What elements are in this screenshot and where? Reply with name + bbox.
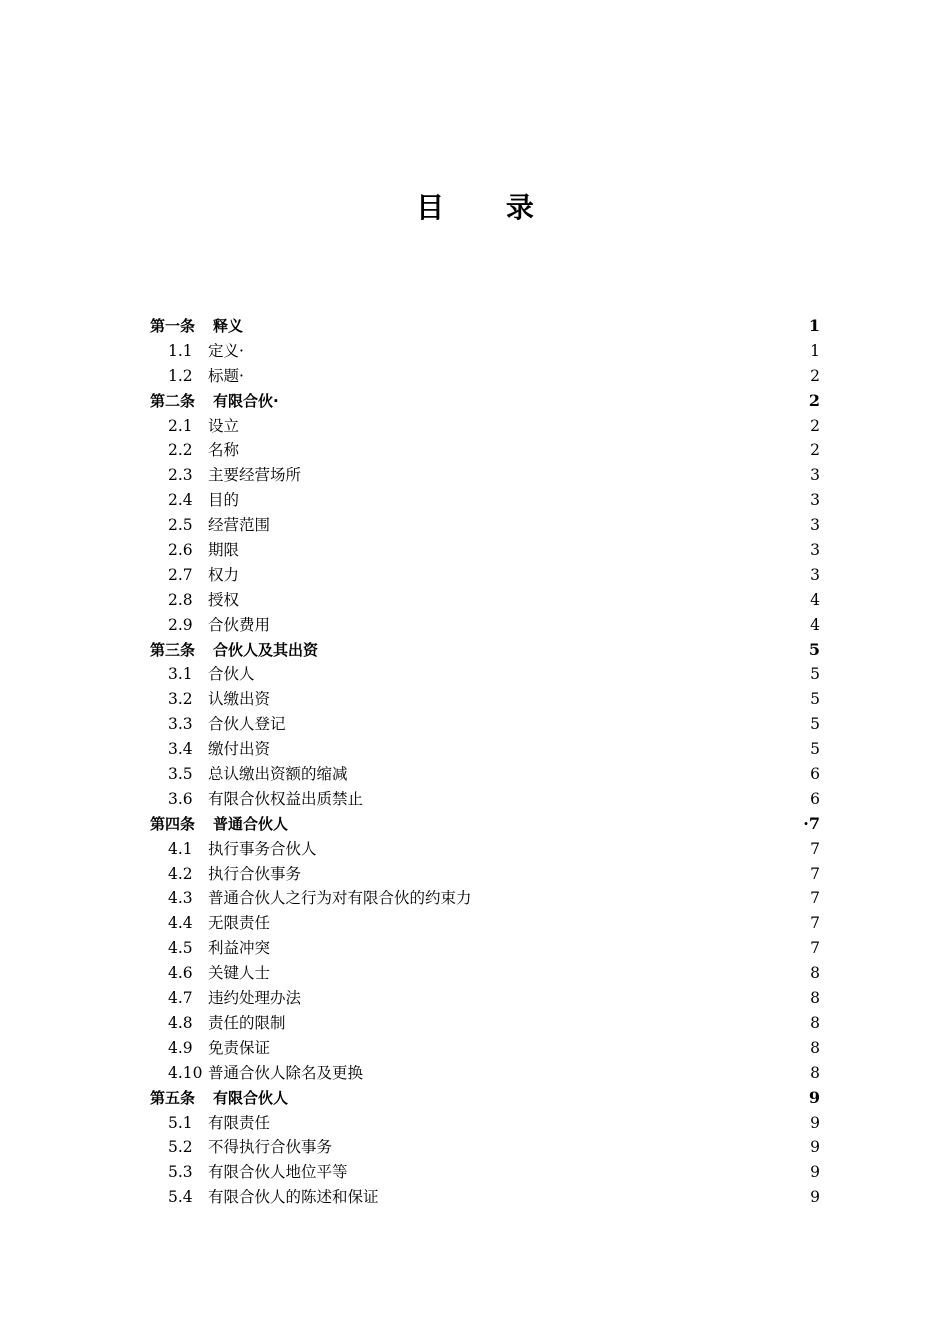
toc-entry-title: 名称 xyxy=(208,441,240,460)
toc-entry-title: 授权 xyxy=(208,590,240,609)
toc-entry-number: 4.2 xyxy=(168,864,193,883)
toc-entry-number: 2.7 xyxy=(168,565,193,584)
toc-section-entry[interactable] xyxy=(150,687,820,712)
toc-entry-page-number: 9 xyxy=(808,1087,820,1107)
toc-entry-number: 3.4 xyxy=(168,740,193,759)
toc-entry-number: 2.4 xyxy=(168,491,193,510)
toc-entry-number: 2.6 xyxy=(168,541,193,560)
toc-entry-number: 4.7 xyxy=(168,989,193,1008)
toc-entry-title: 执行事务合伙人 xyxy=(208,839,317,858)
toc-entry-title: 有限合伙人的陈述和保证 xyxy=(208,1188,379,1207)
toc-entry-page-number: 7 xyxy=(810,914,820,933)
toc-entry-page-number: 2 xyxy=(810,441,820,460)
toc-article-entry[interactable] xyxy=(150,389,820,414)
toc-section-entry[interactable] xyxy=(150,762,820,787)
toc-entry-title: 合伙人 xyxy=(208,665,255,684)
toc-entry-number: 2.3 xyxy=(168,466,193,485)
toc-entry-number: 4.9 xyxy=(168,1038,193,1057)
toc-entry-number: 2.8 xyxy=(168,590,193,609)
toc-section-entry[interactable] xyxy=(150,862,820,887)
toc-entry-page-number: 7 xyxy=(810,889,820,908)
toc-section-entry[interactable] xyxy=(150,936,820,961)
toc-section-entry[interactable] xyxy=(150,886,820,911)
toc-article-entry[interactable] xyxy=(150,812,820,837)
toc-entry-title: 总认缴出资额的缩减 xyxy=(208,765,348,784)
toc-section-entry[interactable] xyxy=(150,911,820,936)
toc-entry-page-number: 5 xyxy=(810,690,820,709)
toc-entry-page-number: 3 xyxy=(810,565,820,584)
toc-entry-page-number: 2 xyxy=(810,366,820,385)
toc-entry-number: 第三条 xyxy=(150,640,196,659)
toc-entry-number: 1.1 xyxy=(168,341,193,360)
toc-entry-page-number: 6 xyxy=(810,789,820,808)
toc-entry-number: 第一条 xyxy=(150,317,196,335)
toc-entry-page-number: 2 xyxy=(808,390,820,410)
toc-entry-title: 释义 xyxy=(213,317,244,335)
toc-section-entry[interactable] xyxy=(150,463,820,488)
toc-entry-title: 免责保证 xyxy=(208,1038,271,1057)
toc-entry-number: 4.10 xyxy=(168,1063,203,1082)
toc-entry-number: 1.2 xyxy=(168,366,193,385)
toc-entry-title: 普通合伙人之行为对有限合伙的约束力 xyxy=(208,889,472,908)
toc-section-entry[interactable] xyxy=(150,438,820,463)
toc-entry-title: 目的 xyxy=(208,491,240,510)
toc-entry-page-number: 5 xyxy=(808,639,820,659)
page-title: 目 录 xyxy=(416,191,560,224)
toc-entry-title: 认缴出资 xyxy=(208,690,271,709)
toc-entry-page-number: 2 xyxy=(810,416,820,435)
toc-entry-page-number: 8 xyxy=(810,989,820,1008)
toc-entry-number: 第二条 xyxy=(150,391,196,410)
toc-entry-page-number: ·7 xyxy=(803,813,820,833)
toc-entry-number: 3.6 xyxy=(168,789,193,808)
toc-section-entry[interactable] xyxy=(150,712,820,737)
toc-entry-number: 3.5 xyxy=(168,765,193,784)
toc-entry-page-number: 9 xyxy=(810,1113,820,1132)
toc-entry-title: 期限 xyxy=(208,541,240,560)
toc-section-entry[interactable] xyxy=(150,364,820,389)
toc-entry-title: 合伙费用 xyxy=(208,615,271,634)
toc-section-entry[interactable] xyxy=(150,414,820,439)
toc-entry-number: 4.4 xyxy=(168,914,193,933)
toc-section-entry[interactable] xyxy=(150,1011,820,1036)
toc-entry-page-number: 9 xyxy=(810,1138,820,1157)
toc-section-entry[interactable] xyxy=(150,737,820,762)
toc-entry-page-number: 4 xyxy=(810,615,820,634)
toc-entry-title: 有限合伙人地位平等 xyxy=(208,1163,348,1182)
toc-entry-page-number: 9 xyxy=(810,1188,820,1207)
toc-entry-page-number: 3 xyxy=(810,466,820,485)
toc-section-entry[interactable] xyxy=(150,1036,820,1061)
toc-entry-title: 权力 xyxy=(208,565,240,584)
toc-section-entry[interactable] xyxy=(150,787,820,812)
toc-entry-page-number: 8 xyxy=(810,1013,820,1032)
toc-entry-title: 有限合伙· xyxy=(213,391,279,410)
toc-entry-title: 执行合伙事务 xyxy=(208,864,302,883)
toc-entry-page-number: 8 xyxy=(810,1063,820,1082)
toc-entry-page-number: 9 xyxy=(810,1163,820,1182)
toc-entry-number: 3.2 xyxy=(168,690,193,709)
toc-entry-number: 5.1 xyxy=(168,1113,193,1132)
toc-entry-number: 3.3 xyxy=(168,715,193,734)
toc-entry-title: 关键人士 xyxy=(208,964,271,983)
toc-article-entry[interactable] xyxy=(150,314,820,339)
toc-section-entry[interactable] xyxy=(150,837,820,862)
toc-entry-page-number: 8 xyxy=(810,1038,820,1057)
toc-entry-number: 2.1 xyxy=(168,416,193,435)
toc-section-entry[interactable] xyxy=(150,961,820,986)
toc-section-entry[interactable] xyxy=(150,1185,820,1210)
toc-entry-title: 设立 xyxy=(208,416,240,435)
toc-entry-page-number: 7 xyxy=(810,864,820,883)
toc-entry-number: 3.1 xyxy=(168,665,193,684)
toc-entry-title: 有限责任 xyxy=(208,1113,271,1132)
toc-entry-number: 2.9 xyxy=(168,615,193,634)
toc-section-entry[interactable] xyxy=(150,339,820,364)
toc-section-entry[interactable] xyxy=(150,1160,820,1185)
toc-entry-number: 4.6 xyxy=(168,964,193,983)
toc-section-entry[interactable] xyxy=(150,1111,820,1136)
toc-entry-title: 有限合伙权益出质禁止 xyxy=(208,789,364,808)
toc-entry-page-number: 1 xyxy=(810,341,820,360)
toc-section-entry[interactable] xyxy=(150,513,820,538)
toc-entry-title: 主要经营场所 xyxy=(208,466,302,485)
toc-section-entry[interactable] xyxy=(150,588,820,613)
toc-entry-title: 不得执行合伙事务 xyxy=(208,1138,333,1157)
toc-entry-number: 4.3 xyxy=(168,889,193,908)
toc-article-entry[interactable] xyxy=(150,638,820,663)
toc-entry-page-number: 8 xyxy=(810,964,820,983)
toc-section-entry[interactable] xyxy=(150,662,820,687)
toc-entry-title: 经营范围 xyxy=(208,516,271,535)
toc-entry-page-number: 6 xyxy=(810,765,820,784)
toc-entry-number: 第五条 xyxy=(150,1088,196,1107)
toc-entry-title: 有限合伙人 xyxy=(213,1088,289,1107)
toc-entry-title: 合伙人登记 xyxy=(208,715,286,734)
toc-entry-page-number: 3 xyxy=(810,516,820,535)
toc-entry-number: 4.1 xyxy=(168,839,193,858)
toc-section-entry[interactable] xyxy=(150,488,820,513)
toc-entry-number: 5.4 xyxy=(168,1188,193,1207)
toc-entry-page-number: 7 xyxy=(810,939,820,958)
toc-entry-title: 违约处理办法 xyxy=(208,989,302,1008)
toc-entry-title: 责任的限制 xyxy=(208,1013,286,1032)
toc-section-entry[interactable] xyxy=(150,1061,820,1086)
toc-entry-number: 5.3 xyxy=(168,1163,193,1182)
toc-entry-page-number: 3 xyxy=(810,491,820,510)
toc-entry-title: 利益冲突 xyxy=(208,939,271,958)
toc-entry-page-number: 4 xyxy=(810,590,820,609)
toc-entry-page-number: 3 xyxy=(810,541,820,560)
toc-entry-title: 缴付出资 xyxy=(208,740,271,759)
toc-entry-number: 4.8 xyxy=(168,1013,193,1032)
table-of-contents xyxy=(150,314,820,1210)
toc-entry-page-number: 5 xyxy=(810,715,820,734)
toc-entry-page-number: 5 xyxy=(810,665,820,684)
toc-entry-number: 4.5 xyxy=(168,939,193,958)
toc-section-entry[interactable] xyxy=(150,613,820,638)
toc-entry-number: 第四条 xyxy=(150,814,196,833)
toc-entry-page-number: 1 xyxy=(808,316,820,335)
toc-entry-number: 5.2 xyxy=(168,1138,193,1157)
toc-entry-title: 合伙人及其出资 xyxy=(213,640,319,659)
toc-entry-page-number: 5 xyxy=(810,740,820,759)
toc-section-entry[interactable] xyxy=(150,538,820,563)
toc-entry-page-number: 7 xyxy=(810,839,820,858)
toc-entry-number: 2.5 xyxy=(168,516,193,535)
toc-entry-number: 2.2 xyxy=(168,441,193,460)
toc-entry-title: 定义· xyxy=(208,341,244,360)
toc-entry-title: 无限责任 xyxy=(208,914,271,933)
toc-section-entry[interactable] xyxy=(150,563,820,588)
toc-section-entry[interactable] xyxy=(150,986,820,1011)
toc-entry-title: 标题· xyxy=(208,366,244,385)
toc-section-entry[interactable] xyxy=(150,1135,820,1160)
toc-entry-title: 普通合伙人除名及更换 xyxy=(208,1063,364,1082)
toc-article-entry[interactable] xyxy=(150,1086,820,1111)
toc-entry-title: 普通合伙人 xyxy=(213,814,289,833)
